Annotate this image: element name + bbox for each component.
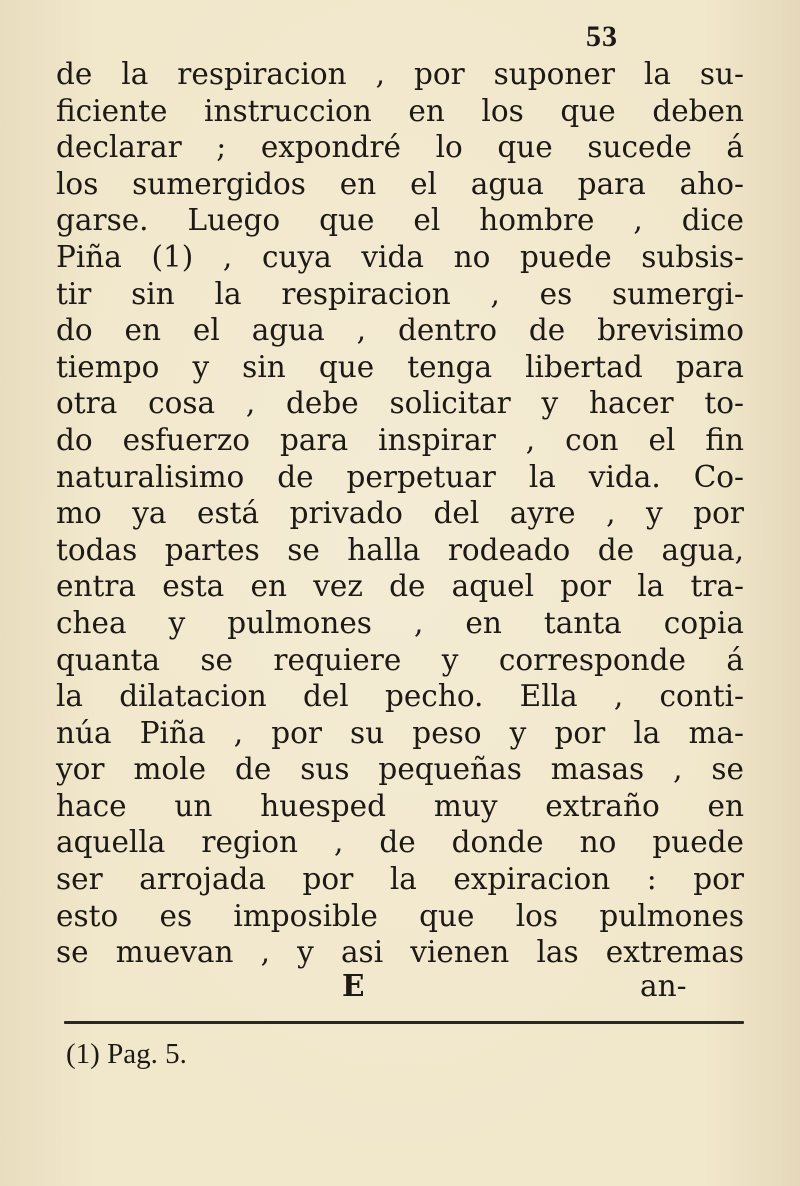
text-line: hace un huesped muy extraño en (56, 788, 744, 823)
text-line: tir sin la respiracion , es sumergi- (56, 276, 744, 311)
text-line: mo ya está privado del ayre , y por (56, 496, 744, 531)
signature-line (0, 968, 800, 1004)
text-line: Piña (1) , cuya vida no puede subsis- (56, 239, 744, 274)
text-line: todas partes se halla rodeado de agua, (56, 532, 744, 567)
text-line: tiempo y sin que tenga libertad para (56, 349, 744, 384)
text-line: chea y pulmones , en tanta copia (56, 605, 744, 640)
text-line: aquella region , de donde no puede (56, 825, 744, 860)
page-number: 53 (586, 20, 618, 53)
text-line: yor mole de sus pequeñas masas , se (56, 752, 744, 787)
footnote-rule (64, 1021, 744, 1024)
text-line: entra esta en vez de aquel por la tra- (56, 569, 744, 604)
text-line: esto es imposible que los pulmones (56, 898, 744, 933)
body-text (56, 56, 744, 971)
text-line: otra cosa , debe solicitar y hacer to- (56, 386, 744, 421)
text-line: los sumergidos en el agua para aho- (56, 166, 744, 201)
signature-mark: E (342, 968, 365, 1003)
text-line: quanta se requiere y corresponde á (56, 642, 744, 677)
text-line: garse. Luego que el hombre , dice (56, 203, 744, 238)
text-line: do en el agua , dentro de brevisimo (56, 313, 744, 348)
text-line: declarar ; expondré lo que sucede á (56, 130, 744, 165)
text-line: naturalisimo de perpetuar la vida. Co- (56, 459, 744, 494)
footnote: (1) Pag. 5. (66, 1038, 187, 1070)
text-line: ser arrojada por la expiracion : por (56, 862, 744, 897)
text-line: de la respiracion , por suponer la su- (56, 57, 744, 91)
text-line: ficiente instruccion en los que deben (56, 93, 744, 128)
text-line: la dilatacion del pecho. Ella , conti- (56, 679, 744, 714)
text-line: núa Piña , por su peso y por la ma- (56, 715, 744, 750)
catchword: an- (640, 969, 687, 1003)
text-line: do esfuerzo para inspirar , con el fin (56, 422, 744, 457)
text-line: se muevan , y asi vienen las extremas (56, 935, 744, 970)
